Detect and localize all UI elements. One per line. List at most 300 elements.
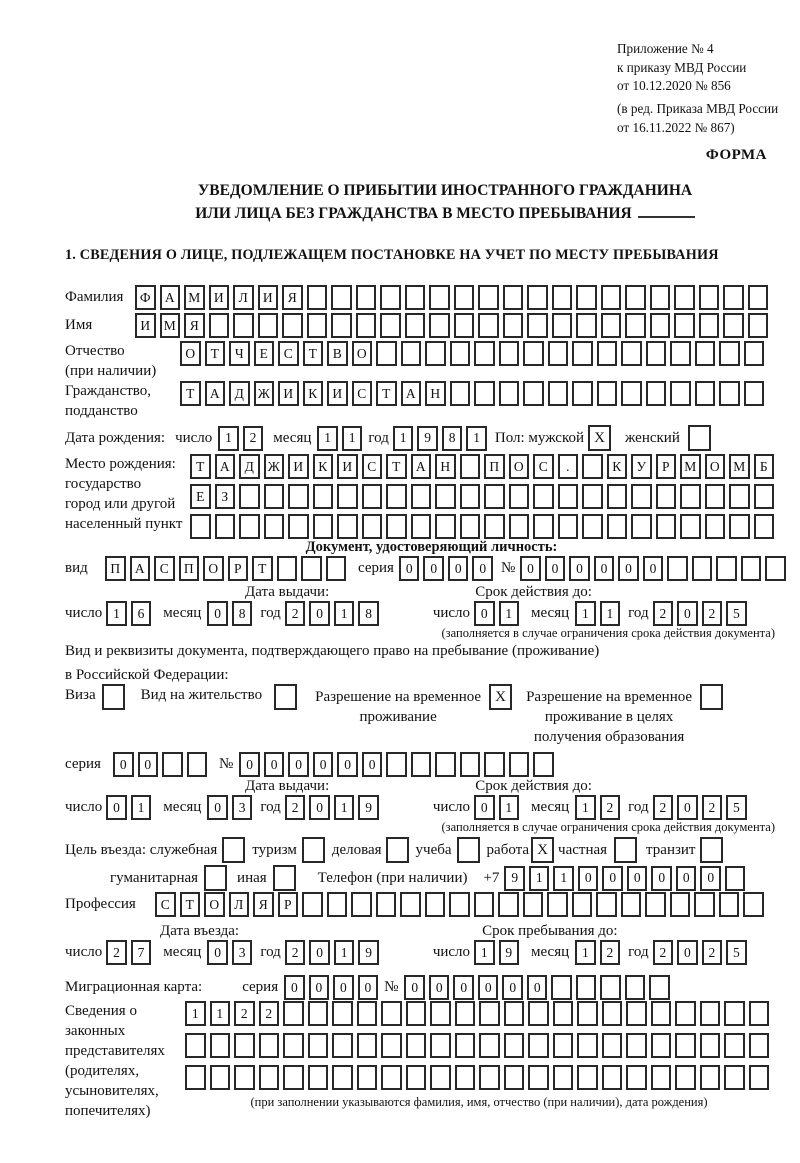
char-cell[interactable]: У (631, 454, 652, 479)
char-cell[interactable] (499, 381, 520, 406)
char-cell[interactable] (699, 313, 720, 338)
char-cell[interactable] (705, 484, 726, 509)
char-cell[interactable] (741, 556, 762, 581)
char-cell[interactable] (651, 1033, 672, 1058)
char-cell[interactable]: 2 (285, 601, 306, 626)
char-cell[interactable]: 1 (474, 940, 495, 965)
char-cell[interactable]: 9 (358, 940, 379, 965)
char-cell[interactable] (406, 1065, 427, 1090)
char-cell[interactable]: 0 (399, 556, 420, 581)
char-cell[interactable] (411, 752, 432, 777)
purpose-tourism-checkbox[interactable] (302, 837, 325, 863)
char-cell[interactable] (670, 341, 691, 366)
char-cell[interactable] (558, 514, 579, 539)
char-cell[interactable]: 0 (264, 752, 285, 777)
char-cell[interactable] (405, 285, 426, 310)
char-cell[interactable]: Т (205, 341, 226, 366)
char-cell[interactable] (503, 313, 524, 338)
char-cell[interactable]: 0 (478, 975, 499, 1000)
char-cell[interactable]: А (130, 556, 151, 581)
visa-checkbox[interactable] (102, 684, 125, 710)
char-cell[interactable] (509, 514, 530, 539)
char-cell[interactable] (406, 1033, 427, 1058)
char-cell[interactable]: 0 (520, 556, 541, 581)
char-cell[interactable] (282, 313, 303, 338)
char-cell[interactable] (301, 556, 322, 581)
char-cell[interactable]: 3 (232, 795, 253, 820)
char-cell[interactable] (705, 514, 726, 539)
char-cell[interactable] (264, 514, 285, 539)
char-cell[interactable]: 0 (207, 601, 228, 626)
char-cell[interactable] (332, 1033, 353, 1058)
char-cell[interactable] (743, 892, 764, 917)
char-cell[interactable]: К (303, 381, 324, 406)
char-cell[interactable] (283, 1033, 304, 1058)
char-cell[interactable]: М (729, 454, 750, 479)
char-cell[interactable] (692, 556, 713, 581)
char-cell[interactable] (625, 285, 646, 310)
char-cell[interactable] (498, 892, 519, 917)
char-cell[interactable] (695, 381, 716, 406)
char-cell[interactable] (234, 1065, 255, 1090)
char-cell[interactable]: Д (239, 454, 260, 479)
char-cell[interactable]: 2 (234, 1001, 255, 1026)
char-cell[interactable] (670, 381, 691, 406)
char-cell[interactable] (307, 285, 328, 310)
char-cell[interactable] (621, 341, 642, 366)
char-cell[interactable]: 1 (317, 426, 338, 451)
char-cell[interactable] (504, 1033, 525, 1058)
char-cell[interactable] (645, 892, 666, 917)
char-cell[interactable] (694, 892, 715, 917)
char-cell[interactable] (670, 892, 691, 917)
char-cell[interactable]: 3 (232, 940, 253, 965)
char-cell[interactable] (602, 1065, 623, 1090)
char-cell[interactable] (548, 341, 569, 366)
char-cell[interactable] (357, 1001, 378, 1026)
char-cell[interactable]: 2 (259, 1001, 280, 1026)
char-cell[interactable]: И (327, 381, 348, 406)
char-cell[interactable] (380, 285, 401, 310)
char-cell[interactable]: О (352, 341, 373, 366)
char-cell[interactable] (528, 1065, 549, 1090)
char-cell[interactable] (504, 1001, 525, 1026)
char-cell[interactable] (307, 313, 328, 338)
char-cell[interactable] (674, 313, 695, 338)
char-cell[interactable] (429, 285, 450, 310)
char-cell[interactable]: 0 (309, 795, 330, 820)
char-cell[interactable] (552, 313, 573, 338)
char-cell[interactable] (430, 1065, 451, 1090)
char-cell[interactable] (602, 1033, 623, 1058)
char-cell[interactable]: Т (180, 892, 201, 917)
char-cell[interactable]: А (215, 454, 236, 479)
char-cell[interactable] (577, 1065, 598, 1090)
char-cell[interactable] (331, 313, 352, 338)
char-cell[interactable]: Т (303, 341, 324, 366)
char-cell[interactable] (381, 1065, 402, 1090)
char-cell[interactable]: 0 (309, 940, 330, 965)
char-cell[interactable]: Р (656, 454, 677, 479)
char-cell[interactable] (380, 313, 401, 338)
char-cell[interactable]: 0 (618, 556, 639, 581)
char-cell[interactable] (674, 285, 695, 310)
char-cell[interactable] (596, 892, 617, 917)
char-cell[interactable] (553, 1065, 574, 1090)
gender-male-checkbox[interactable]: X (588, 425, 611, 451)
char-cell[interactable] (411, 514, 432, 539)
char-cell[interactable] (503, 285, 524, 310)
char-cell[interactable]: Р (278, 892, 299, 917)
char-cell[interactable] (553, 1033, 574, 1058)
char-cell[interactable] (386, 514, 407, 539)
char-cell[interactable]: 0 (643, 556, 664, 581)
char-cell[interactable] (719, 892, 740, 917)
char-cell[interactable]: 1 (393, 426, 414, 451)
char-cell[interactable]: М (160, 313, 181, 338)
char-cell[interactable] (435, 484, 456, 509)
char-cell[interactable] (460, 484, 481, 509)
char-cell[interactable] (351, 892, 372, 917)
char-cell[interactable] (533, 514, 554, 539)
char-cell[interactable]: А (160, 285, 181, 310)
purpose-business-checkbox[interactable] (386, 837, 409, 863)
char-cell[interactable] (576, 975, 597, 1000)
char-cell[interactable]: О (180, 341, 201, 366)
char-cell[interactable] (631, 484, 652, 509)
char-cell[interactable] (748, 285, 769, 310)
char-cell[interactable]: 2 (653, 795, 674, 820)
char-cell[interactable] (626, 1001, 647, 1026)
char-cell[interactable] (533, 752, 554, 777)
char-cell[interactable]: 5 (726, 601, 747, 626)
char-cell[interactable] (401, 341, 422, 366)
char-cell[interactable] (646, 381, 667, 406)
char-cell[interactable] (162, 752, 183, 777)
char-cell[interactable] (607, 514, 628, 539)
char-cell[interactable]: 9 (499, 940, 520, 965)
char-cell[interactable] (337, 484, 358, 509)
char-cell[interactable] (547, 892, 568, 917)
char-cell[interactable] (277, 556, 298, 581)
char-cell[interactable] (264, 484, 285, 509)
char-cell[interactable] (729, 514, 750, 539)
char-cell[interactable] (283, 1065, 304, 1090)
char-cell[interactable]: 0 (106, 795, 127, 820)
char-cell[interactable] (357, 1065, 378, 1090)
char-cell[interactable] (523, 381, 544, 406)
char-cell[interactable]: 1 (529, 866, 550, 891)
char-cell[interactable] (552, 285, 573, 310)
char-cell[interactable]: З (215, 484, 236, 509)
char-cell[interactable]: С (278, 341, 299, 366)
char-cell[interactable] (376, 892, 397, 917)
char-cell[interactable] (716, 556, 737, 581)
char-cell[interactable] (474, 381, 495, 406)
char-cell[interactable]: Б (754, 454, 775, 479)
char-cell[interactable]: О (705, 454, 726, 479)
char-cell[interactable]: А (401, 381, 422, 406)
char-cell[interactable] (553, 1001, 574, 1026)
char-cell[interactable]: 1 (185, 1001, 206, 1026)
char-cell[interactable] (748, 313, 769, 338)
char-cell[interactable] (455, 1001, 476, 1026)
purpose-official-checkbox[interactable] (222, 837, 245, 863)
char-cell[interactable] (649, 975, 670, 1000)
char-cell[interactable]: 0 (288, 752, 309, 777)
char-cell[interactable] (600, 975, 621, 1000)
char-cell[interactable] (474, 341, 495, 366)
char-cell[interactable] (479, 1065, 500, 1090)
char-cell[interactable] (625, 975, 646, 1000)
char-cell[interactable] (400, 892, 421, 917)
char-cell[interactable] (362, 514, 383, 539)
char-cell[interactable]: 2 (285, 795, 306, 820)
char-cell[interactable] (700, 1001, 721, 1026)
char-cell[interactable]: С (155, 892, 176, 917)
char-cell[interactable]: 0 (602, 866, 623, 891)
char-cell[interactable]: 0 (362, 752, 383, 777)
char-cell[interactable] (729, 484, 750, 509)
char-cell[interactable]: 0 (594, 556, 615, 581)
char-cell[interactable]: 8 (358, 601, 379, 626)
char-cell[interactable] (455, 1033, 476, 1058)
char-cell[interactable] (386, 752, 407, 777)
char-cell[interactable]: Е (254, 341, 275, 366)
purpose-private-checkbox[interactable] (614, 837, 637, 863)
char-cell[interactable]: 0 (453, 975, 474, 1000)
char-cell[interactable]: М (680, 454, 701, 479)
char-cell[interactable] (185, 1065, 206, 1090)
char-cell[interactable]: Л (233, 285, 254, 310)
char-cell[interactable] (454, 313, 475, 338)
char-cell[interactable] (484, 752, 505, 777)
char-cell[interactable] (454, 285, 475, 310)
char-cell[interactable] (479, 1001, 500, 1026)
char-cell[interactable] (210, 1033, 231, 1058)
char-cell[interactable]: 7 (131, 940, 152, 965)
char-cell[interactable]: 0 (502, 975, 523, 1000)
char-cell[interactable] (646, 341, 667, 366)
char-cell[interactable] (680, 514, 701, 539)
char-cell[interactable] (699, 285, 720, 310)
char-cell[interactable] (523, 892, 544, 917)
char-cell[interactable] (259, 1033, 280, 1058)
char-cell[interactable]: 0 (474, 795, 495, 820)
char-cell[interactable] (724, 1033, 745, 1058)
char-cell[interactable]: 0 (313, 752, 334, 777)
char-cell[interactable] (509, 484, 530, 509)
char-cell[interactable]: . (558, 454, 579, 479)
char-cell[interactable] (656, 484, 677, 509)
char-cell[interactable] (460, 514, 481, 539)
char-cell[interactable] (411, 484, 432, 509)
char-cell[interactable]: 1 (600, 601, 621, 626)
char-cell[interactable]: 2 (653, 601, 674, 626)
char-cell[interactable] (572, 381, 593, 406)
char-cell[interactable] (302, 892, 323, 917)
char-cell[interactable]: О (204, 892, 225, 917)
char-cell[interactable] (356, 285, 377, 310)
char-cell[interactable] (484, 514, 505, 539)
char-cell[interactable] (719, 381, 740, 406)
char-cell[interactable]: 1 (575, 795, 596, 820)
char-cell[interactable]: О (509, 454, 530, 479)
char-cell[interactable] (572, 892, 593, 917)
char-cell[interactable]: 1 (466, 426, 487, 451)
char-cell[interactable] (435, 752, 456, 777)
char-cell[interactable] (313, 484, 334, 509)
char-cell[interactable]: 2 (106, 940, 127, 965)
char-cell[interactable]: 8 (232, 601, 253, 626)
char-cell[interactable] (527, 313, 548, 338)
char-cell[interactable]: Ф (135, 285, 156, 310)
char-cell[interactable]: Т (190, 454, 211, 479)
char-cell[interactable]: А (411, 454, 432, 479)
char-cell[interactable]: Ж (264, 454, 285, 479)
char-cell[interactable] (259, 1065, 280, 1090)
char-cell[interactable]: Т (252, 556, 273, 581)
char-cell[interactable] (724, 1001, 745, 1026)
char-cell[interactable]: И (278, 381, 299, 406)
char-cell[interactable] (362, 484, 383, 509)
char-cell[interactable] (582, 454, 603, 479)
char-cell[interactable]: 6 (131, 601, 152, 626)
char-cell[interactable]: А (205, 381, 226, 406)
char-cell[interactable]: 2 (600, 795, 621, 820)
char-cell[interactable]: 2 (285, 940, 306, 965)
char-cell[interactable] (288, 514, 309, 539)
temp-residence-education-checkbox[interactable] (700, 684, 723, 710)
char-cell[interactable] (607, 484, 628, 509)
char-cell[interactable]: К (607, 454, 628, 479)
char-cell[interactable]: Н (435, 454, 456, 479)
char-cell[interactable] (313, 514, 334, 539)
char-cell[interactable] (754, 514, 775, 539)
char-cell[interactable] (386, 484, 407, 509)
char-cell[interactable] (577, 1001, 598, 1026)
char-cell[interactable]: 2 (243, 426, 264, 451)
char-cell[interactable]: 0 (448, 556, 469, 581)
char-cell[interactable] (450, 341, 471, 366)
char-cell[interactable]: Я (253, 892, 274, 917)
char-cell[interactable]: 0 (239, 752, 260, 777)
char-cell[interactable]: Т (376, 381, 397, 406)
char-cell[interactable] (523, 341, 544, 366)
char-cell[interactable]: 0 (429, 975, 450, 1000)
char-cell[interactable]: 1 (342, 426, 363, 451)
char-cell[interactable]: 1 (131, 795, 152, 820)
char-cell[interactable]: 0 (207, 940, 228, 965)
char-cell[interactable]: 0 (677, 601, 698, 626)
char-cell[interactable] (449, 892, 470, 917)
char-cell[interactable] (533, 484, 554, 509)
char-cell[interactable] (332, 1065, 353, 1090)
char-cell[interactable] (326, 556, 347, 581)
char-cell[interactable] (744, 381, 765, 406)
purpose-transit-checkbox[interactable] (700, 837, 723, 863)
char-cell[interactable]: 9 (504, 866, 525, 891)
char-cell[interactable] (190, 514, 211, 539)
char-cell[interactable] (650, 313, 671, 338)
char-cell[interactable] (185, 1033, 206, 1058)
char-cell[interactable] (381, 1001, 402, 1026)
char-cell[interactable] (460, 454, 481, 479)
char-cell[interactable] (283, 1001, 304, 1026)
char-cell[interactable]: 0 (527, 975, 548, 1000)
char-cell[interactable] (215, 514, 236, 539)
char-cell[interactable] (239, 484, 260, 509)
char-cell[interactable]: 1 (499, 601, 520, 626)
char-cell[interactable]: 2 (653, 940, 674, 965)
char-cell[interactable] (327, 892, 348, 917)
char-cell[interactable] (187, 752, 208, 777)
char-cell[interactable] (460, 752, 481, 777)
char-cell[interactable]: В (327, 341, 348, 366)
char-cell[interactable] (576, 285, 597, 310)
char-cell[interactable] (331, 285, 352, 310)
char-cell[interactable] (239, 514, 260, 539)
char-cell[interactable] (558, 484, 579, 509)
char-cell[interactable] (337, 514, 358, 539)
char-cell[interactable] (651, 1065, 672, 1090)
char-cell[interactable] (749, 1001, 770, 1026)
char-cell[interactable]: И (209, 285, 230, 310)
char-cell[interactable] (675, 1001, 696, 1026)
char-cell[interactable] (749, 1033, 770, 1058)
char-cell[interactable] (376, 341, 397, 366)
char-cell[interactable] (357, 1033, 378, 1058)
char-cell[interactable] (601, 285, 622, 310)
char-cell[interactable] (626, 1033, 647, 1058)
char-cell[interactable]: И (135, 313, 156, 338)
char-cell[interactable]: 1 (334, 601, 355, 626)
char-cell[interactable]: Ж (254, 381, 275, 406)
char-cell[interactable] (308, 1033, 329, 1058)
char-cell[interactable]: 9 (417, 426, 438, 451)
char-cell[interactable] (504, 1065, 525, 1090)
char-cell[interactable] (724, 1065, 745, 1090)
char-cell[interactable] (723, 285, 744, 310)
char-cell[interactable] (651, 1001, 672, 1026)
char-cell[interactable] (308, 1065, 329, 1090)
char-cell[interactable] (528, 1001, 549, 1026)
char-cell[interactable]: 0 (677, 940, 698, 965)
char-cell[interactable]: 0 (677, 795, 698, 820)
char-cell[interactable] (548, 381, 569, 406)
char-cell[interactable]: 5 (726, 795, 747, 820)
char-cell[interactable] (478, 313, 499, 338)
char-cell[interactable]: 2 (600, 940, 621, 965)
char-cell[interactable] (725, 866, 746, 891)
char-cell[interactable]: 1 (218, 426, 239, 451)
char-cell[interactable] (210, 1065, 231, 1090)
temp-residence-checkbox[interactable]: X (489, 684, 512, 710)
char-cell[interactable]: 0 (309, 975, 330, 1000)
char-cell[interactable]: Л (229, 892, 250, 917)
char-cell[interactable] (430, 1033, 451, 1058)
char-cell[interactable]: 1 (210, 1001, 231, 1026)
char-cell[interactable]: И (258, 285, 279, 310)
char-cell[interactable]: 0 (569, 556, 590, 581)
char-cell[interactable]: Р (228, 556, 249, 581)
char-cell[interactable] (680, 484, 701, 509)
char-cell[interactable]: 8 (442, 426, 463, 451)
char-cell[interactable] (499, 341, 520, 366)
char-cell[interactable] (308, 1001, 329, 1026)
purpose-work-checkbox[interactable]: X (531, 837, 554, 863)
char-cell[interactable] (479, 1033, 500, 1058)
